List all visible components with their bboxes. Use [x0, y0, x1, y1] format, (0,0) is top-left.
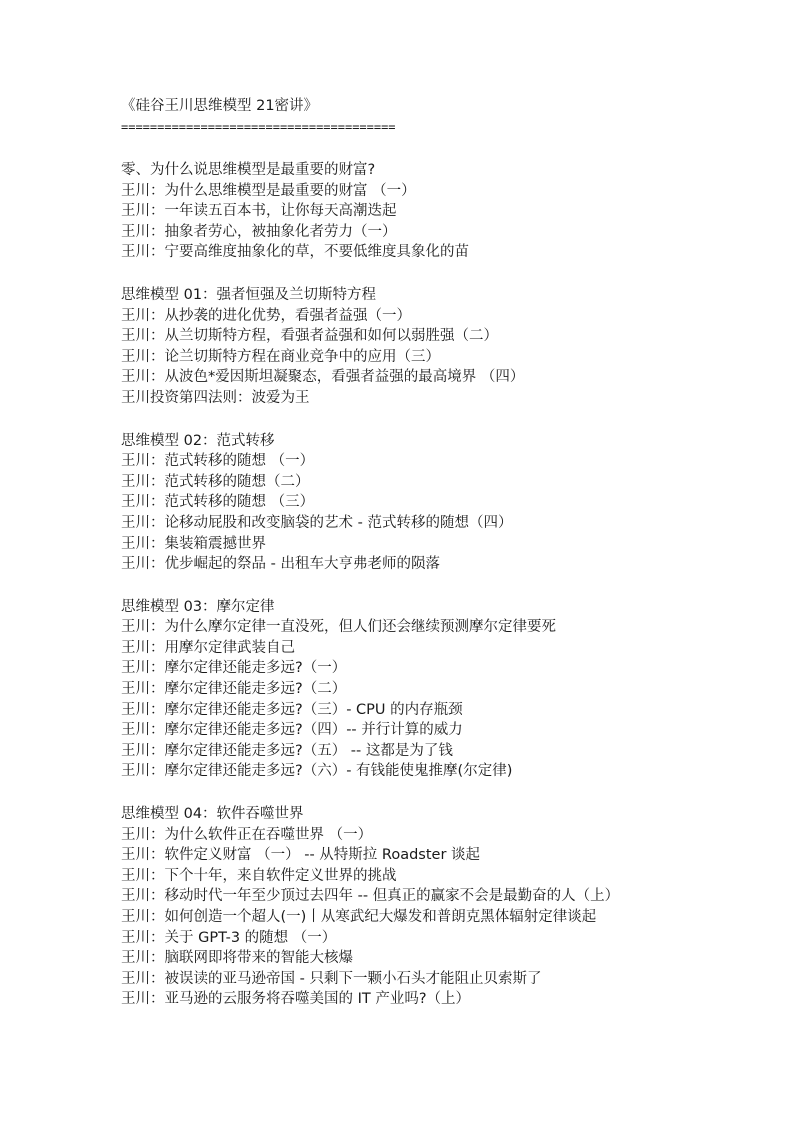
- section-heading: 思维模型 04：软件吞噬世界: [121, 806, 304, 823]
- section-0: [121, 160, 761, 263]
- list-item: 王川：集装箱震撼世界: [121, 535, 266, 552]
- sections-container: [121, 160, 761, 1010]
- list-item: 王川：摩尔定律还能走多远?（三）- CPU 的内存瓶颈: [121, 701, 463, 718]
- list-item: 王川：下个十年，来自软件定义世界的挑战: [121, 867, 397, 884]
- list-item: 王川：范式转移的随想 （三）: [121, 494, 315, 511]
- list-item: 王川：一年读五百本书，让你每天高潮迭起: [121, 203, 397, 220]
- list-item: 王川：为什么思维模型是最重要的财富 （一）: [121, 182, 416, 199]
- list-item: 王川：如何创造一个超人(一)丨从寒武纪大爆发和普朗克黑体辐射定律谈起: [121, 909, 597, 925]
- section-1: [121, 285, 761, 409]
- list-item: 王川：软件定义财富 （一） -- 从特斯拉 Roadster 谈起: [121, 847, 481, 864]
- list-item: 王川：摩尔定律还能走多远?（六）- 有钱能使鬼推摩(尔定律): [121, 763, 513, 780]
- document-title: 《硅谷王川思维模型 21密讲》: [121, 98, 319, 114]
- list-item: 王川：范式转移的随想（二）: [121, 473, 310, 490]
- list-item: 王川：从波色*爱因斯坦凝聚态，看强者益强的最高境界 （四）: [121, 369, 525, 386]
- list-item: 王川：移动时代一年至少顶过去四年 -- 但真正的赢家不会是最勤奋的人（上）: [121, 888, 620, 905]
- document-page: [121, 96, 761, 1010]
- list-item: 王川：关于 GPT-3 的随想 （一）: [121, 929, 337, 946]
- list-item: 王川：从抄袭的进化优势，看强者益强（一）: [121, 307, 411, 324]
- list-item: 王川：论兰切斯特方程在商业竞争中的应用（三）: [121, 348, 440, 365]
- list-item: 王川：优步崛起的祭品 - 出租车大亨弗老师的陨落: [121, 556, 440, 573]
- list-item: 王川：摩尔定律还能走多远?（二）: [121, 681, 347, 698]
- list-item: 王川：亚马逊的云服务将吞噬美国的 IT 产业吗?（上）: [121, 991, 471, 1008]
- list-item: 王川：摩尔定律还能走多远?（四）-- 并行计算的威力: [121, 722, 463, 739]
- separator-rule: ======================================: [121, 120, 396, 134]
- list-item: 王川：为什么软件正在吞噬世界 （一）: [121, 826, 373, 843]
- list-item: 王川：摩尔定律还能走多远?（五） -- 这都是为了钱: [121, 742, 453, 759]
- list-item: 王川：摩尔定律还能走多远?（一）: [121, 660, 347, 677]
- section-4: [121, 804, 761, 1010]
- section-3: [121, 597, 761, 782]
- section-heading: 零、为什么说思维模型是最重要的财富?: [121, 162, 376, 178]
- list-item: 王川：范式转移的随想 （一）: [121, 453, 315, 470]
- list-item: 王川：脑联网即将带来的智能大核爆: [121, 950, 353, 967]
- list-item: 王川：用摩尔定律武装自己: [121, 639, 295, 656]
- list-item: 王川投资第四法则：波爱为王: [121, 389, 310, 406]
- section-heading: 思维模型 02：范式转移: [121, 432, 275, 449]
- section-2: [121, 431, 761, 575]
- section-heading: 思维模型 03：摩尔定律: [121, 598, 275, 615]
- list-item: 王川：为什么摩尔定律一直没死，但人们还会继续预测摩尔定律要死: [121, 619, 556, 636]
- list-item: 王川：被误读的亚马逊帝国 - 只剩下一颗小石头才能阻止贝索斯了: [121, 970, 542, 987]
- list-item: 王川：宁要高维度抽象化的草，不要低维度具象化的苗: [121, 244, 469, 261]
- list-item: 王川：从兰切斯特方程，看强者益强和如何以弱胜强（二）: [121, 328, 498, 345]
- list-item: 王川：抽象者劳心，被抽象化者劳力（一）: [121, 223, 397, 240]
- section-heading: 思维模型 01：强者恒强及兰切斯特方程: [121, 286, 377, 303]
- list-item: 王川：论移动屁股和改变脑袋的艺术 - 范式转移的随想（四）: [121, 514, 513, 531]
